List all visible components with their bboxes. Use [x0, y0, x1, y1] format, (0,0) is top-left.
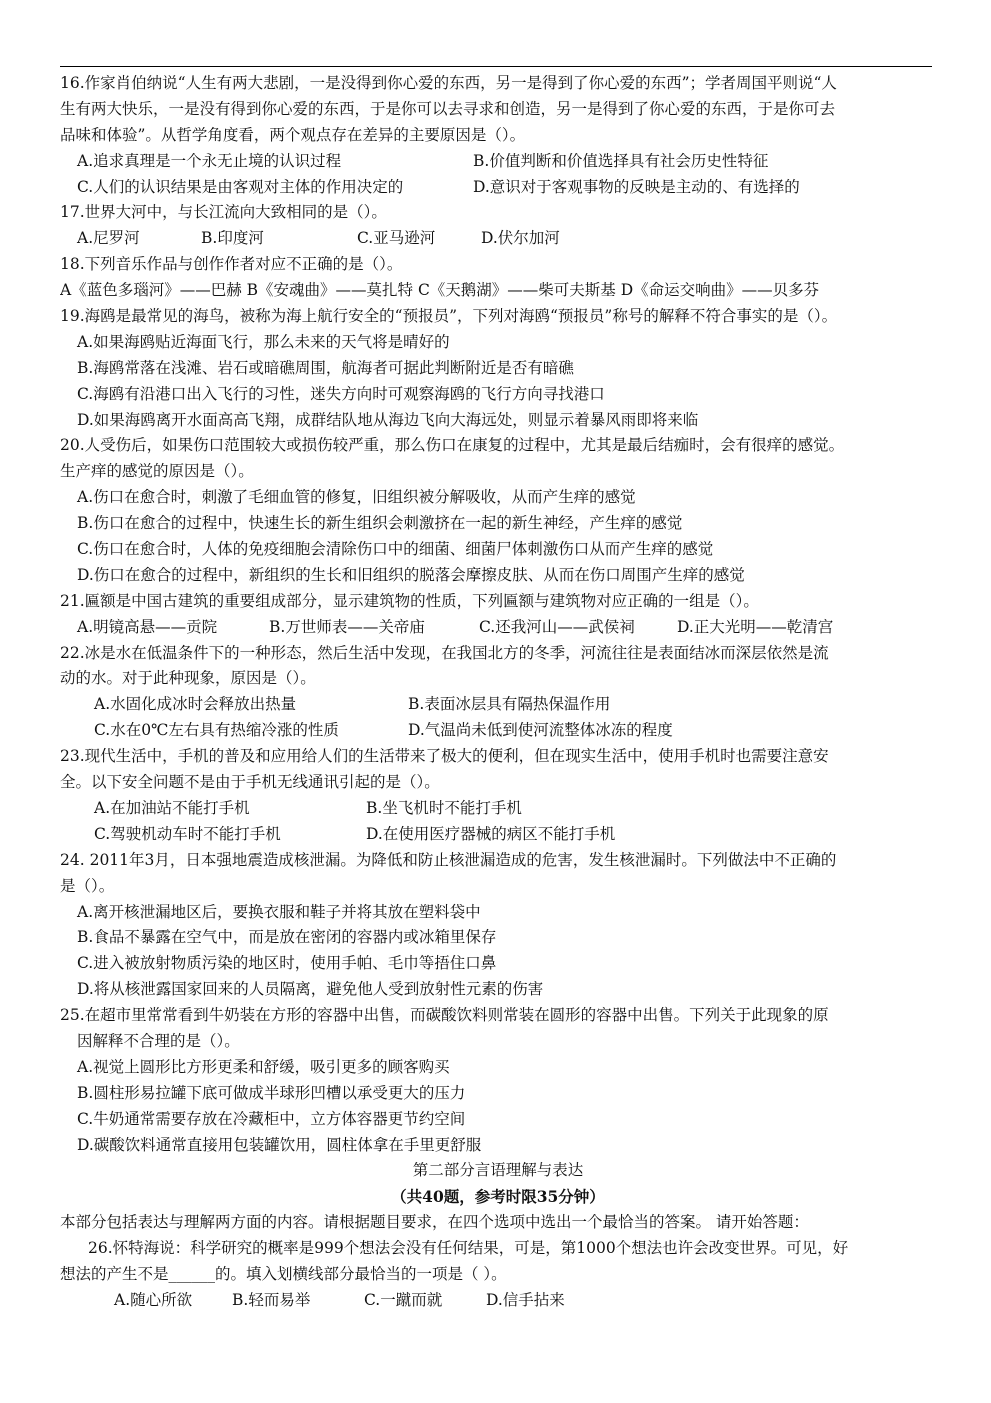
q17-options [60, 226, 936, 252]
q21-options [60, 615, 936, 641]
q16-stem-line-2: 生有两大快乐，一是没有得到你心爱的东西，于是你可以去寻求和创造，另一是得到了你心爱的东西，于是你可去 [60, 99, 836, 118]
q23-option-b: B.坐飞机时不能打手机 [366, 798, 522, 817]
q25-option-d: D.碳酸饮料通常直接用包装罐饮用，圆柱体拿在手里更舒服 [77, 1135, 482, 1154]
q23-options-row-2 [60, 822, 936, 848]
q21-option-b: B.万世师表——关帝庙 [269, 617, 425, 636]
q22-option-b: B.表面冰层具有隔热保温作用 [408, 695, 611, 714]
q22-options-row-2 [60, 718, 936, 744]
q16-options-row-2 [60, 175, 936, 201]
q22-stem-line-2: 动的水。对于此种现象，原因是（）。 [60, 669, 316, 688]
q16-stem-line-1: 16.作家肖伯纳说“人生有两大悲剧，一是没得到你心爱的东西，另一是得到了你心爱的东西”；学者周国平则说“人 [60, 74, 837, 92]
q22-stem-line-1: 22.冰是水在低温条件下的一种形态，然后生活中发现，在我国北方的冬季，河流往往是表面结冰而深层依然是流 [60, 643, 829, 662]
q21-option-d: D.正大光明——乾清宫 [677, 617, 834, 636]
q20-option-a: A.伤口在愈合时，刺激了毛细血管的修复，旧组织被分解吸收，从而产生痒的感觉 [77, 488, 636, 507]
q19-stem: 19.海鸥是最常见的海鸟，被称为海上航行安全的“预报员”，下列对海鸥“预报员”称号的解释不符合事实的是（）。 [60, 307, 838, 326]
q17-stem: 17.世界大河中，与长江流向大致相同的是（）。 [60, 203, 387, 222]
q19-option-c: C.海鸥有沿港口出入飞行的习性，迷失方向时可观察海鸥的飞行方向寻找港口 [77, 384, 605, 403]
q26-option-d: D.信手拈来 [486, 1290, 565, 1309]
q26-option-c: C.一蹴而就 [364, 1290, 443, 1309]
q19-option-d: D.如果海鸥离开水面高高飞翔，成群结队地从海边飞向大海远处，则显示着暴风雨即将来临 [77, 410, 699, 429]
q20-stem-line-2: 生产痒的感觉的原因是（）。 [60, 462, 254, 481]
q16-stem-line-3: 品味和体验”。从哲学角度看，两个观点存在差异的主要原因是（）。 [60, 125, 526, 144]
q23-options-row-1 [60, 796, 936, 822]
q23-stem-line-2: 全。以下安全问题不是由于手机无线通讯引起的是（）。 [60, 773, 440, 792]
q26-options [60, 1288, 936, 1314]
q25-option-a: A.视觉上圆形比方形更柔和舒缓，吸引更多的顾客购买 [77, 1057, 450, 1076]
q18-options: A《蓝色多瑙河》——巴赫 B《安魂曲》——莫扎特 C《天鹅湖》——柴可夫斯基 D《命运交响曲》——贝多芬 [60, 281, 820, 300]
q19-option-a: A.如果海鸥贴近海面飞行，那么未来的天气将是晴好的 [77, 332, 450, 351]
q20-option-c: C.伤口在愈合时，人体的免疫细胞会清除伤口中的细菌、细菌尸体刺激伤口从而产生痒的感觉 [77, 540, 714, 559]
question-content [60, 71, 936, 1314]
q22-option-c: C.水在0℃左右具有热缩冷涨的性质 [94, 721, 339, 740]
q16-option-d: D.意识对于客观事物的反映是主动的、有选择的 [473, 177, 800, 196]
q21-option-c: C.还我河山——武侯祠 [479, 617, 635, 636]
q17-option-c: C.亚马逊河 [357, 229, 436, 248]
q23-option-c: C.驾驶机动车时不能打手机 [94, 824, 281, 843]
q20-option-b: B.伤口在愈合的过程中，快速生长的新生组织会刺激挤在一起的新生神经，产生痒的感觉 [77, 514, 683, 533]
q25-option-c: C.牛奶通常需要存放在冷藏柜中，立方体容器更节约空间 [77, 1109, 466, 1128]
q24-stem-line-1: 24. 2011年3月，日本强地震造成核泄漏。为降低和防止核泄漏造成的危害，发生核泄漏时。下列做法中不正确的 [60, 850, 837, 869]
section-title: 第二部分言语理解与表达 [412, 1161, 584, 1180]
q26-stem-line-2: 想法的产生不是______的。填入划横线部分最恰当的一项是（ ）。 [60, 1264, 507, 1283]
q23-option-d: D.在使用医疗器械的病区不能打手机 [366, 824, 616, 843]
top-rule [60, 66, 932, 67]
q24-option-a: A.离开核泄漏地区后，要换衣服和鞋子并将其放在塑料袋中 [77, 902, 481, 921]
q23-option-a: A.在加油站不能打手机 [94, 798, 250, 817]
q20-stem-line-1: 20.人受伤后，如果伤口范围较大或损伤较严重，那么伤口在康复的过程中，尤其是最后结痂时，会有很痒的感觉。 [60, 436, 845, 455]
q25-stem-line-2: 因解释不合理的是（）。 [77, 1031, 240, 1050]
q20-option-d: D.伤口在愈合的过程中，新组织的生长和旧组织的脱落会摩擦皮肤、从而在伤口周围产生痒的感觉 [77, 565, 745, 584]
q24-stem-line-2: 是（）。 [60, 876, 115, 895]
q19-option-b: B.海鸥常落在浅滩、岩石或暗礁周围，航海者可据此判断附近是否有暗礁 [77, 358, 574, 377]
q18-stem: 18.下列音乐作品与创作作者对应不正确的是（）。 [60, 255, 403, 274]
q17-option-a: A.尼罗河 [77, 229, 140, 248]
q17-option-b: B.印度河 [201, 229, 264, 248]
q26-option-a: A.随心所欲 [114, 1290, 193, 1309]
q22-option-a: A.水固化成冰时会释放出热量 [94, 695, 297, 714]
q16-option-a: A.追求真理是一个永无止境的认识过程 [77, 151, 342, 170]
q16-option-c: C.人们的认识结果是由客观对主体的作用决定的 [77, 177, 404, 196]
section-subtitle: （共40题，参考时限35分钟） [391, 1187, 605, 1207]
q23-stem-line-1: 23.现代生活中，手机的普及和应用给人们的生活带来了极大的便利，但在现实生活中，使用手机时也需要注意安 [60, 747, 829, 766]
section-intro: 本部分包括表达与理解两方面的内容。请根据题目要求，在四个选项中选出一个最恰当的答案。 请开始答题： [60, 1213, 809, 1232]
q24-option-c: C.进入被放射物质污染的地区时，使用手帕、毛巾等捂住口鼻 [77, 954, 497, 973]
q17-option-d: D.伏尔加河 [481, 229, 560, 248]
q16-option-b: B.价值判断和价值选择具有社会历史性特征 [473, 151, 769, 170]
q24-option-d: D.将从核泄露国家回来的人员隔离，避免他人受到放射性元素的伤害 [77, 980, 544, 999]
q26-stem-line-1: 26.怀特海说：科学研究的概率是999个想法会没有任何结果，可是，第1000个想法也许会改变世界。可见，好 [88, 1239, 849, 1258]
q24-option-b: B.食品不暴露在空气中，而是放在密闭的容器内或冰箱里保存 [77, 928, 497, 947]
q25-stem-line-1: 25.在超市里常常看到牛奶装在方形的容器中出售，而碳酸饮料则常装在圆形的容器中出售。下列关于此现象的原 [60, 1006, 829, 1025]
q25-option-b: B.圆柱形易拉罐下底可做成半球形凹槽以承受更大的压力 [77, 1083, 466, 1102]
q22-option-d: D.气温尚未低到使河流整体冰冻的程度 [408, 721, 673, 740]
q21-option-a: A.明镜高悬——贡院 [77, 617, 218, 636]
q22-options-row-1 [60, 692, 936, 718]
q26-option-b: B.轻而易举 [232, 1290, 311, 1309]
q21-stem: 21.匾额是中国古建筑的重要组成部分，显示建筑物的性质，下列匾额与建筑物对应正确的一组是（）。 [60, 591, 759, 610]
q16-options-row-1 [60, 149, 936, 175]
